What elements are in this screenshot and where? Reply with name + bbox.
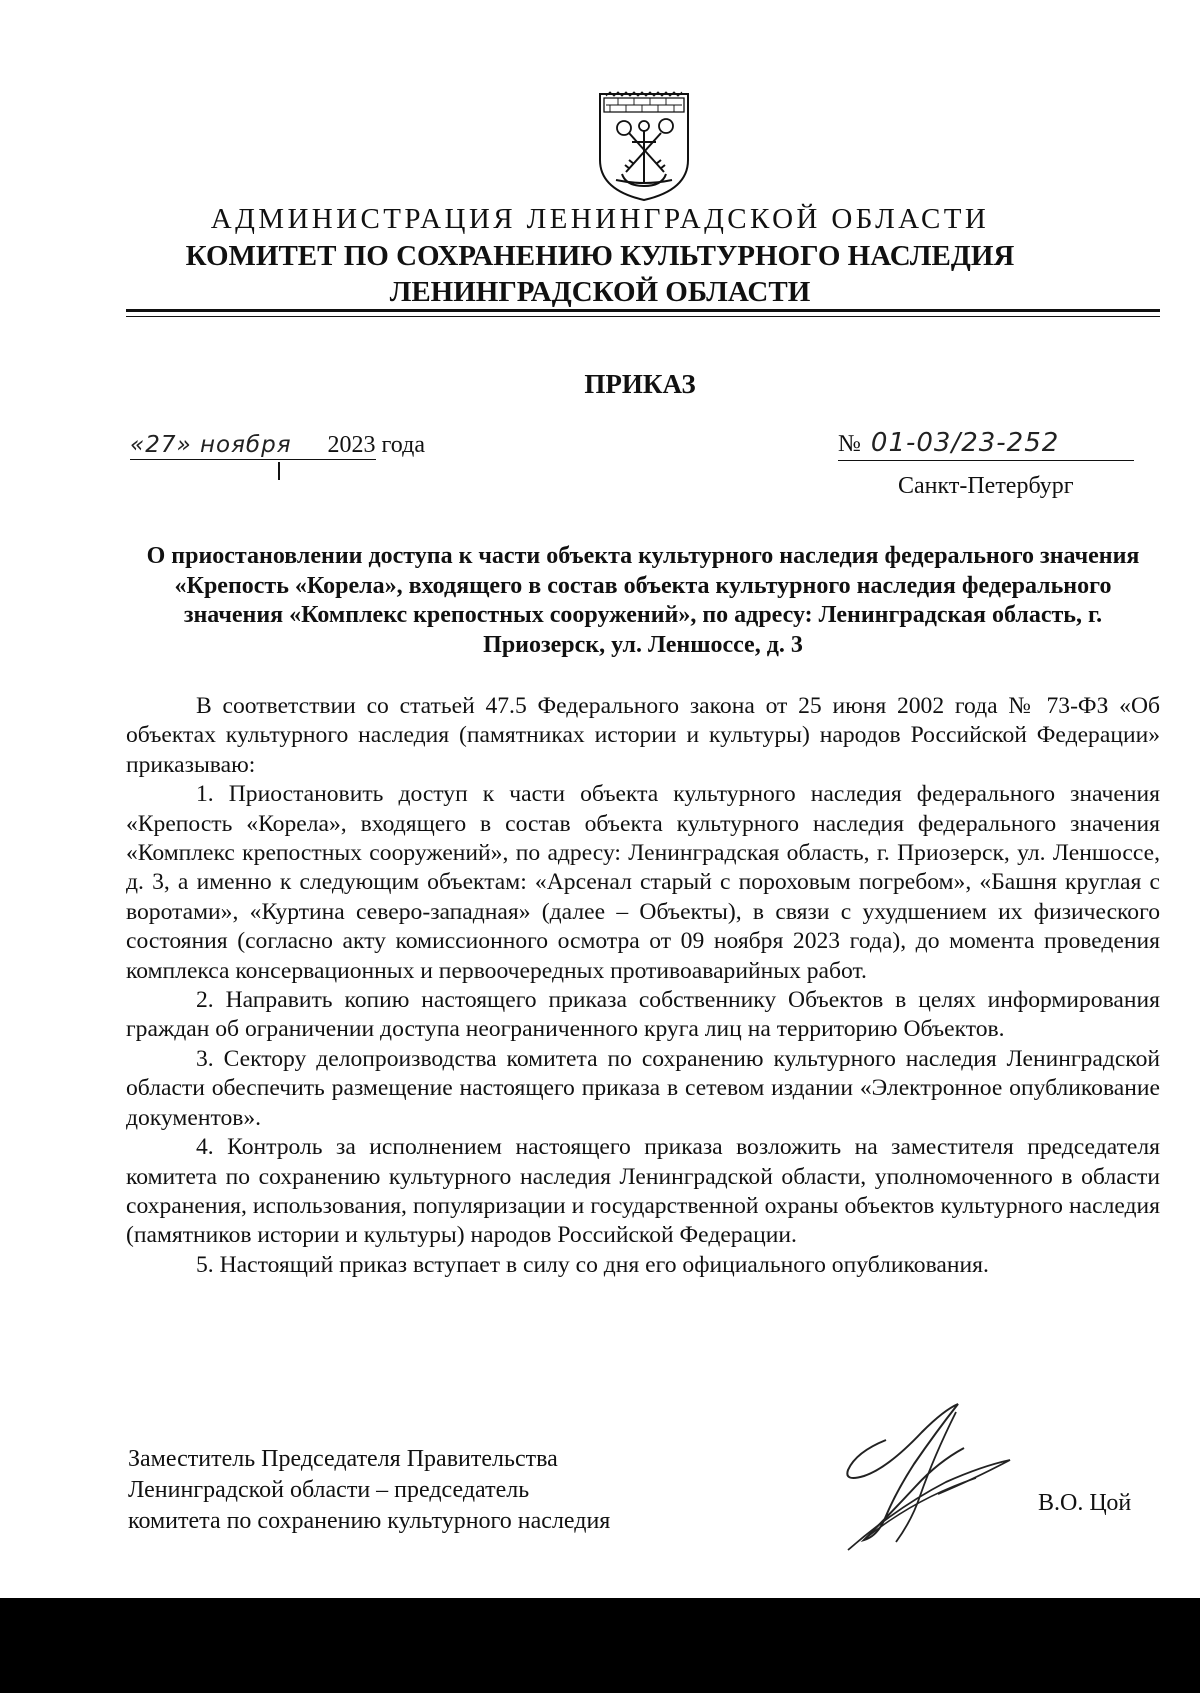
committee-heading: КОМИТЕТ ПО СОХРАНЕНИЮ КУЛЬТУРНОГО НАСЛЕДИЯ (185, 240, 1015, 272)
signatory-line-3: комитета по сохранению культурного наследия (128, 1508, 611, 1534)
number-prefix: № (838, 431, 861, 457)
date-tick-mark (278, 462, 280, 480)
handwritten-number: 01-03/23-252 (870, 428, 1060, 458)
order-subject: О приостановлении доступа к части объекта культурного наследия федерального значения «Крепость «Корела», входящего в состав объекта культурного наследия федерального значения «Комплекс крепостных сооружений», по адресу: Ленинградская область, г. Приозерск, ул. Леншоссе, д. 3 (146, 543, 1140, 658)
document-number (838, 428, 1134, 461)
signatory-line-1: Заместитель Председателя Правительства (128, 1446, 558, 1472)
document-city: Санкт-Петербург (898, 473, 1074, 499)
order-item-4: 4. Контроль за исполнением настоящего приказа возложить на заместителя председателя комитета по сохранению культурного наследия Ленинградской области, уполномоченного в области сохранения, использования, популяризации и государственной охраны объектов культурного наследия (памятников истории и культуры) народов Российской Федерации. (126, 1134, 1160, 1249)
handwritten-date: «27» ноября (130, 432, 292, 458)
order-preamble: В соответствии со статьей 47.5 Федерального закона от 25 июня 2002 года № 73-ФЗ «Об объектах культурного наследия (памятниках истории и культуры) народов Российской Федерации» приказываю: (126, 693, 1160, 778)
order-item-5: 5. Настоящий приказ вступает в силу со дня его официального опубликования. (196, 1251, 989, 1278)
signatory-line-2: Ленинградской области – председатель (128, 1477, 530, 1503)
date-underline (130, 432, 376, 460)
order-body (126, 692, 1160, 1280)
date-year-suffix: года (381, 432, 425, 458)
header-rule-thin (126, 316, 1160, 317)
order-item-1: 1. Приостановить доступ к части объекта культурного наследия федерального значения «Крепость «Корела», входящего в состав объекта культурного наследия федерального значения «Комплекс крепостных сооружений», по адресу: Ленинградская область, г. Приозерск, ул. Леншоссе, д. 3, а именно к следующим объектам: «Арсенал старый с пороховым погребом», «Башня круглая с воротами», «Куртина северо-западная» (далее – Объекты), в связи с ухудшением их физического состояния (согласно акту комиссионного осмотра от 09 ноября 2023 года), до момента проведения комплекса консервационных и первоочередных противоаварийных работ. (126, 781, 1160, 984)
document-type-title: ПРИКАЗ (584, 369, 696, 399)
header-rule-thick (126, 309, 1160, 312)
administration-heading: АДМИНИСТРАЦИЯ ЛЕНИНГРАДСКОЙ ОБЛАСТИ (210, 203, 990, 235)
date-year: 2023 (327, 432, 376, 458)
order-item-2: 2. Направить копию настоящего приказа собственнику Объектов в целях информирования граждан об ограничении доступа неограниченного круга лиц на территорию Объектов. (126, 987, 1160, 1043)
document-date (130, 432, 425, 459)
order-item-3: 3. Сектору делопроизводства комитета по сохранению культурного наследия Ленинградской области обеспечить размещение настоящего приказа в сетевом издании «Электронное опубликование документов». (126, 1045, 1160, 1131)
region-heading: ЛЕНИНГРАДСКОЙ ОБЛАСТИ (389, 276, 811, 308)
signatory-name: В.О. Цой (1038, 1490, 1132, 1516)
signatory-position (128, 1444, 610, 1537)
coat-of-arms-icon (596, 90, 692, 204)
scan-bottom-band (0, 1598, 1200, 1693)
signature-icon (826, 1390, 1016, 1560)
